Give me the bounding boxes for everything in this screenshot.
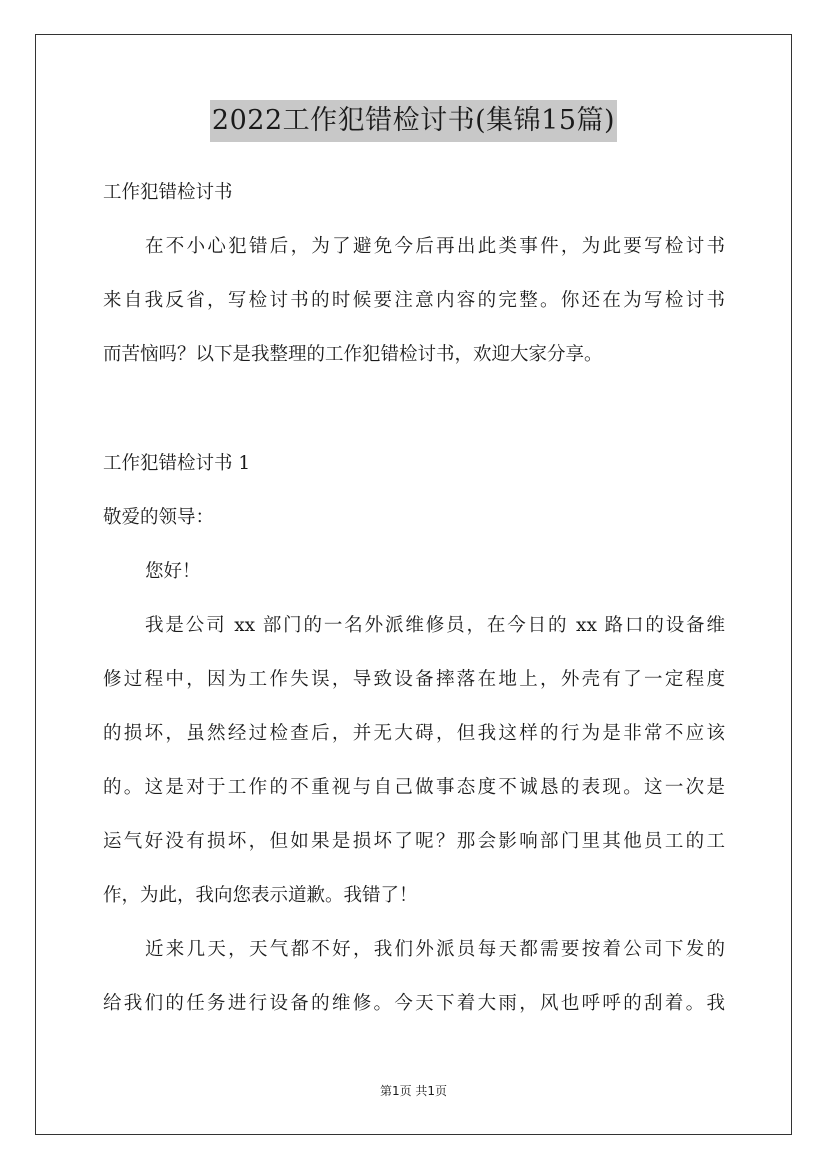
- paragraph-line: 的。这是对于工作的不重视与自己做事态度不诚恳的表现。这一次是: [103, 777, 725, 798]
- section-heading: 工作犯错检讨书 1: [103, 453, 251, 474]
- paragraph-line: 我是公司 xx 部门的一名外派维修员，在今日的 xx 路口的设备维: [145, 615, 725, 636]
- paragraph-line: 近来几天，天气都不好，我们外派员每天都需要按着公司下发的: [145, 939, 725, 960]
- paragraph-line: 来自我反省，写检讨书的时候要注意内容的完整。你还在为写检讨书: [103, 290, 725, 311]
- section-heading: 工作犯错检讨书: [103, 182, 233, 203]
- title-container: [0, 100, 827, 142]
- page-footer: 第1页 共1页: [379, 1084, 448, 1098]
- paragraph-line: 运气好没有损坏，但如果是损坏了呢？那会影响部门里其他员工的工: [103, 831, 725, 852]
- salutation: 敬爱的领导：: [103, 507, 215, 528]
- document-title: 2022工作犯错检讨书(集锦15篇): [210, 100, 617, 142]
- paragraph-line: 而苦恼吗？以下是我整理的工作犯错检讨书，欢迎大家分享。: [103, 344, 603, 365]
- paragraph-line: 在不小心犯错后，为了避免今后再出此类事件，为此要写检讨书: [145, 236, 725, 257]
- paragraph-line: 给我们的任务进行设备的维修。今天下着大雨，风也呼呼的刮着。我: [103, 993, 725, 1014]
- paragraph-line: 作，为此，我向您表示道歉。我错了！: [103, 885, 418, 906]
- greeting: 您好！: [145, 561, 201, 582]
- paragraph-line: 的损坏，虽然经过检查后，并无大碍，但我这样的行为是非常不应该: [103, 723, 725, 744]
- paragraph-line: 修过程中，因为工作失误，导致设备摔落在地上，外壳有了一定程度: [103, 669, 725, 690]
